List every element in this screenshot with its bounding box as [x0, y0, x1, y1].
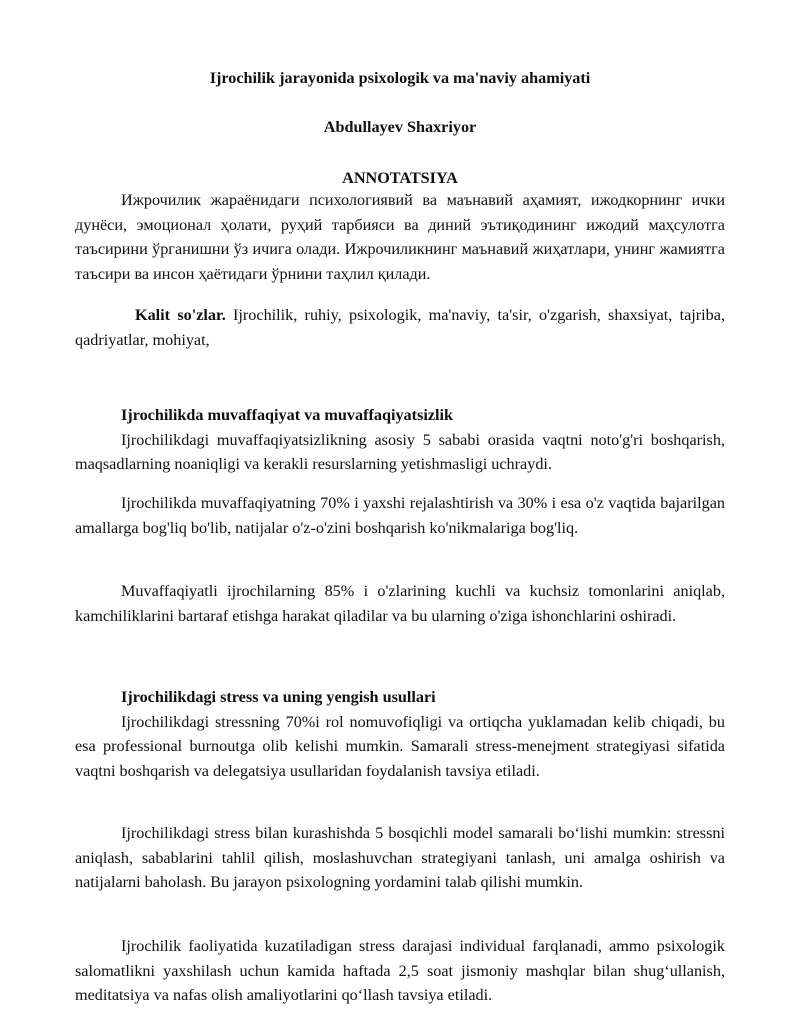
section-heading: Ijrochilikda muvaffaqiyat va muvaffaqiyatsizlik [121, 406, 454, 424]
section-success [75, 403, 725, 477]
keywords-label: Kalit so'zlar. [135, 306, 226, 324]
section-success-p2 [75, 491, 725, 540]
keywords-paragraph [75, 303, 725, 352]
paper-title: Ijrochilik jarayonida psixologik va ma'naviy ahamiyati [209, 69, 591, 87]
section-success-p3 [75, 579, 725, 628]
keywords-text: Ijrochilik, ruhiy, psixologik, ma'naviy, ta'sir, o'zgarish, shaxsiyat, tajriba, qadriyatlar, mohiyat, [75, 306, 726, 349]
section-stress-p2 [75, 821, 725, 895]
body-paragraph: Ijrochilikdagi stressning 70%i rol nomuvofiqligi va ortiqcha yuklamadan kelib chiqadi, bu esa professional burnoutga olib kelishi mumkin. Samarali stress-menejment strategiyasi sifatida vaqtni boshqarish va delegatsiya usullaridan foydalanish tavsiya etiladi. [75, 712, 725, 780]
body-paragraph: Ijrochilik faoliyatida kuzatiladigan stress darajasi individual farqlanadi, ammo psixologik salomatlikni yaxshilash uchun kamida haftada 2,5 soat jismoniy mashqlar bilan shug‘ullanish, meditatsiya va nafas olish amaliyotlarini qo‘llash tavsiya etiladi. [75, 937, 725, 1004]
section-stress [75, 685, 725, 783]
body-paragraph: Ijrochilikdagi muvaffaqiyatsizlikning asosiy 5 sababi orasida vaqtni noto'g'ri boshqarish, maqsadlarning noaniqligi va kerakli resurslarning yetishmasligi uchraydi. [75, 430, 725, 473]
section-stress-p3 [75, 934, 725, 1008]
keywords-block [75, 303, 725, 352]
annotation-block [75, 188, 725, 286]
body-paragraph: Ijrochilikdagi stress bilan kurashishda 5 bosqichli model samarali bo‘lishi mumkin: stressni aniqlash, sabablarini tahlil qilish, moslashuvchan strategiyani tanlash, uni amalga oshirish va natijalarni baholash. Bu jarayon psixologning yordamini talab qilishi mumkin. [75, 824, 725, 891]
body-paragraph: Ijrochilikda muvaffaqiyatning 70% i yaxshi rejalashtirish va 30% i esa o'z vaqtida bajarilgan amallarga bog'liq bo'lib, natijalar o'z-o'zini boshqarish ko'nikmalariga bog'liq. [75, 494, 725, 537]
section-heading: Ijrochilikdagi stress va uning yengish usullari [121, 688, 436, 706]
paper-author: Abdullayev Shaxriyor [323, 118, 477, 136]
body-paragraph: Muvaffaqiyatli ijrochilarning 85% i o'zlarining kuchli va kuchsiz tomonlarini aniqlab, kamchiliklarini bartaraf etishga harakat qiladilar va bu ularning o'ziga ishonchlarini oshiradi. [75, 582, 725, 625]
annotation-text: Ижрочилик жараёнидаги психологиявий ва маънавий аҳамият, ижодкорнинг ички дунёси, эмоционал ҳолати, руҳий тарбияси ва диний эътиқодининг ижодий маҳсулотга таъсирини ўрганишни ўз ичига олади. Ижрочиликнинг маънавий жиҳатлари, унинг жамиятга таъсири ва инсон ҳаётидаги ўрнини таҳлил қилади. [75, 191, 725, 283]
annotation-heading: ANNOTATSIYA [342, 169, 458, 187]
